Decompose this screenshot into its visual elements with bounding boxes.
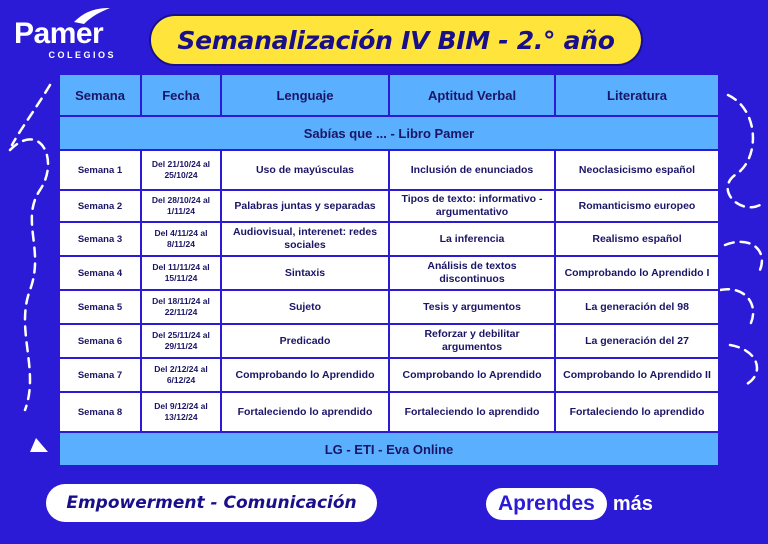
table-row — [59, 222, 719, 256]
header-lenguaje: Lenguaje — [221, 74, 389, 116]
table-row — [59, 256, 719, 290]
cell-literatura: La generación del 27 — [555, 324, 719, 358]
cell-literatura: Romanticismo europeo — [555, 190, 719, 222]
cell-fecha: Del 2/12/24 al 6/12/24 — [141, 358, 221, 392]
cell-semana: Semana 3 — [59, 222, 141, 256]
cell-lenguaje: Comprobando lo Aprendido — [221, 358, 389, 392]
header-literatura: Literatura — [555, 74, 719, 116]
footer-subject-pill — [46, 484, 377, 522]
cell-fecha: Del 18/11/24 al 22/11/24 — [141, 290, 221, 324]
cell-semana: Semana 8 — [59, 392, 141, 432]
cell-aptitud-verbal: Análisis de textos discontinuos — [389, 256, 555, 290]
cell-aptitud-verbal: Tipos de texto: informativo - argumentativo — [389, 190, 555, 222]
page-title-banner — [149, 14, 643, 66]
schedule-table-wrapper — [58, 73, 718, 473]
cell-fecha: Del 21/10/24 al 25/10/24 — [141, 150, 221, 190]
cell-fecha: Del 11/11/24 al 15/11/24 — [141, 256, 221, 290]
cell-literatura: La generación del 98 — [555, 290, 719, 324]
brand-logo — [14, 18, 124, 60]
page-title: Semanalización IV BIM - 2.° año — [177, 25, 615, 55]
cell-semana: Semana 6 — [59, 324, 141, 358]
cell-semana: Semana 7 — [59, 358, 141, 392]
cell-fecha: Del 9/12/24 al 13/12/24 — [141, 392, 221, 432]
banner-row-top — [59, 116, 719, 150]
cell-lenguaje: Audiovisual, interenet: redes sociales — [221, 222, 389, 256]
cell-aptitud-verbal: Reforzar y debilitar argumentos — [389, 324, 555, 358]
cell-aptitud-verbal: Inclusión de enunciados — [389, 150, 555, 190]
cell-aptitud-verbal: Tesis y argumentos — [389, 290, 555, 324]
cell-aptitud-verbal: La inferencia — [389, 222, 555, 256]
cell-lenguaje: Palabras juntas y separadas — [221, 190, 389, 222]
cell-lenguaje: Sujeto — [221, 290, 389, 324]
brand-name: Pamer — [14, 17, 104, 50]
footer-subject: Empowerment - Comunicación — [66, 493, 357, 513]
table-row — [59, 324, 719, 358]
cell-lenguaje: Uso de mayúsculas — [221, 150, 389, 190]
cell-lenguaje: Fortaleciendo lo aprendido — [221, 392, 389, 432]
slogan-pill: Aprendes — [486, 488, 607, 520]
cell-fecha: Del 25/11/24 al 29/11/24 — [141, 324, 221, 358]
cell-lenguaje: Sintaxis — [221, 256, 389, 290]
table-row — [59, 150, 719, 190]
cell-literatura: Neoclasicismo español — [555, 150, 719, 190]
cell-literatura: Fortaleciendo lo aprendido — [555, 392, 719, 432]
cell-fecha: Del 4/11/24 al 8/11/24 — [141, 222, 221, 256]
header-semana: Semana — [59, 74, 141, 116]
swoosh-icon — [72, 6, 112, 26]
table-row — [59, 358, 719, 392]
schedule-table — [58, 73, 720, 467]
banner-row-bottom — [59, 432, 719, 466]
brand-subtitle: COLEGIOS — [48, 50, 116, 60]
table-row — [59, 290, 719, 324]
cell-semana: Semana 5 — [59, 290, 141, 324]
table-row — [59, 392, 719, 432]
cell-aptitud-verbal: Comprobando lo Aprendido — [389, 358, 555, 392]
footer-slogan — [486, 487, 653, 521]
cell-literatura: Realismo español — [555, 222, 719, 256]
cell-literatura: Comprobando lo Aprendido II — [555, 358, 719, 392]
cell-lenguaje: Predicado — [221, 324, 389, 358]
slogan-mas: más — [612, 492, 653, 515]
cell-semana: Semana 2 — [59, 190, 141, 222]
cell-aptitud-verbal: Fortaleciendo lo aprendido — [389, 392, 555, 432]
table-row — [59, 190, 719, 222]
cell-fecha: Del 28/10/24 al 1/11/24 — [141, 190, 221, 222]
table-header-row — [59, 74, 719, 116]
header-fecha: Fecha — [141, 74, 221, 116]
cell-literatura: Comprobando lo Aprendido I — [555, 256, 719, 290]
cell-semana: Semana 1 — [59, 150, 141, 190]
banner-libro-pamer: Sabías que ... - Libro Pamer — [59, 116, 719, 150]
header-aptitud-verbal: Aptitud Verbal — [389, 74, 555, 116]
banner-platforms: LG - ETI - Eva Online — [59, 432, 719, 466]
cell-semana: Semana 4 — [59, 256, 141, 290]
